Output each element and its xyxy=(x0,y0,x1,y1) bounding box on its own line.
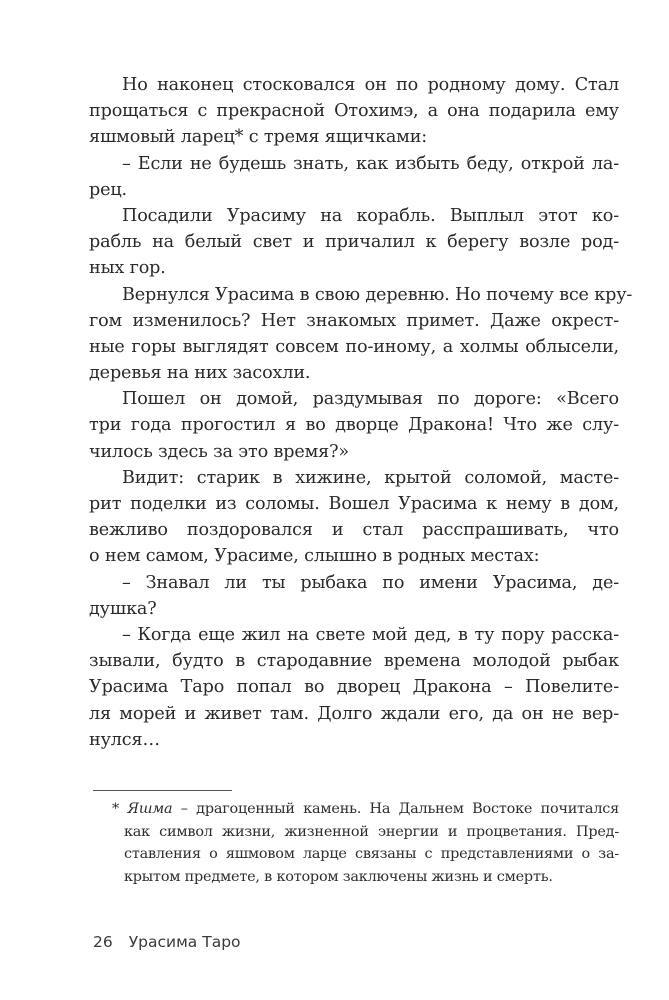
footnote-term: Яшма xyxy=(127,801,173,817)
footnote-divider xyxy=(93,790,232,791)
text-line: Видит: старик в хижине, крытой соломой, мастe- xyxy=(122,467,619,488)
footnote xyxy=(112,798,619,888)
footnote-line xyxy=(112,798,619,821)
text-line: – Знавал ли ты рыбака по имени Урасима, де- xyxy=(122,572,619,593)
text-line: ные горы выглядят совсем по-иному, а холмы облысели, xyxy=(89,336,619,357)
footnote-line: ставления о яшмовом ларце связаны с представлениями о за- xyxy=(124,846,619,863)
text-line: душка? xyxy=(89,598,157,619)
footnote-definition: – драгоценный камень. На Дальнем Востоке почитался xyxy=(172,801,619,817)
page-footer xyxy=(93,933,241,951)
text-line: Вернулся Урасима в свою деревню. Но почему все кру- xyxy=(122,284,633,305)
text-line: – Когда еще жил на свете мой дед, в ту пору расска- xyxy=(122,624,619,645)
text-line: Посадили Урасиму на корабль. Выплыл этот ко- xyxy=(122,205,619,226)
text-line: о нем самом, Урасиме, слышно в родных местах: xyxy=(89,546,540,567)
text-line: рец. xyxy=(89,179,127,200)
text-line: Пошел он домой, раздумывая по дороге: «Всего xyxy=(122,389,619,410)
text-line: гом изменилось? Нет знакомых примет. Даже окрест- xyxy=(89,310,619,331)
footnote-line: как символ жизни, жизненной энергии и процветания. Пред- xyxy=(124,823,619,840)
running-title: Урасима Таро xyxy=(128,933,241,951)
footnote-line: крытом предмете, в котором заключены жизнь и смерть. xyxy=(124,868,553,885)
text-line: рит поделки из соломы. Вошел Урасима к нему в дом, xyxy=(89,494,619,514)
text-line: прощаться с прекрасной Отохимэ, а она подарила ему xyxy=(89,101,619,122)
main-text xyxy=(89,72,633,753)
text-line: зывали, будто в стародавние времена молодой рыбак xyxy=(89,651,619,672)
text-line: Урасима Таро попал во дворец Дракона – Повелите- xyxy=(89,677,619,698)
page-number: 26 xyxy=(93,933,113,951)
text-line: нулся… xyxy=(89,729,160,750)
text-line: чилось здесь за это время?» xyxy=(89,441,349,462)
text-line: рабль на белый свет и причалил к берегу возле род- xyxy=(89,232,619,253)
text-line: Но наконец стосковался он по родному дому. Стал xyxy=(122,75,619,95)
text-line: вежливо поздоровался и стал расспрашивать, что xyxy=(89,520,619,541)
text-line: яшмовый ларец* с тремя ящичками: xyxy=(89,127,428,148)
text-line: деревья на них засохли. xyxy=(89,363,311,384)
text-line: – Если не будешь знать, как избыть беду, открой ла- xyxy=(122,153,619,174)
footnote-marker: * xyxy=(112,801,119,817)
text-line: три года прогостил я во дворце Дракона! Что же слу- xyxy=(89,415,619,436)
text-line: ных гор. xyxy=(89,258,166,279)
text-line: ля морей и живет там. Долго ждали его, да он не вер- xyxy=(89,703,619,724)
